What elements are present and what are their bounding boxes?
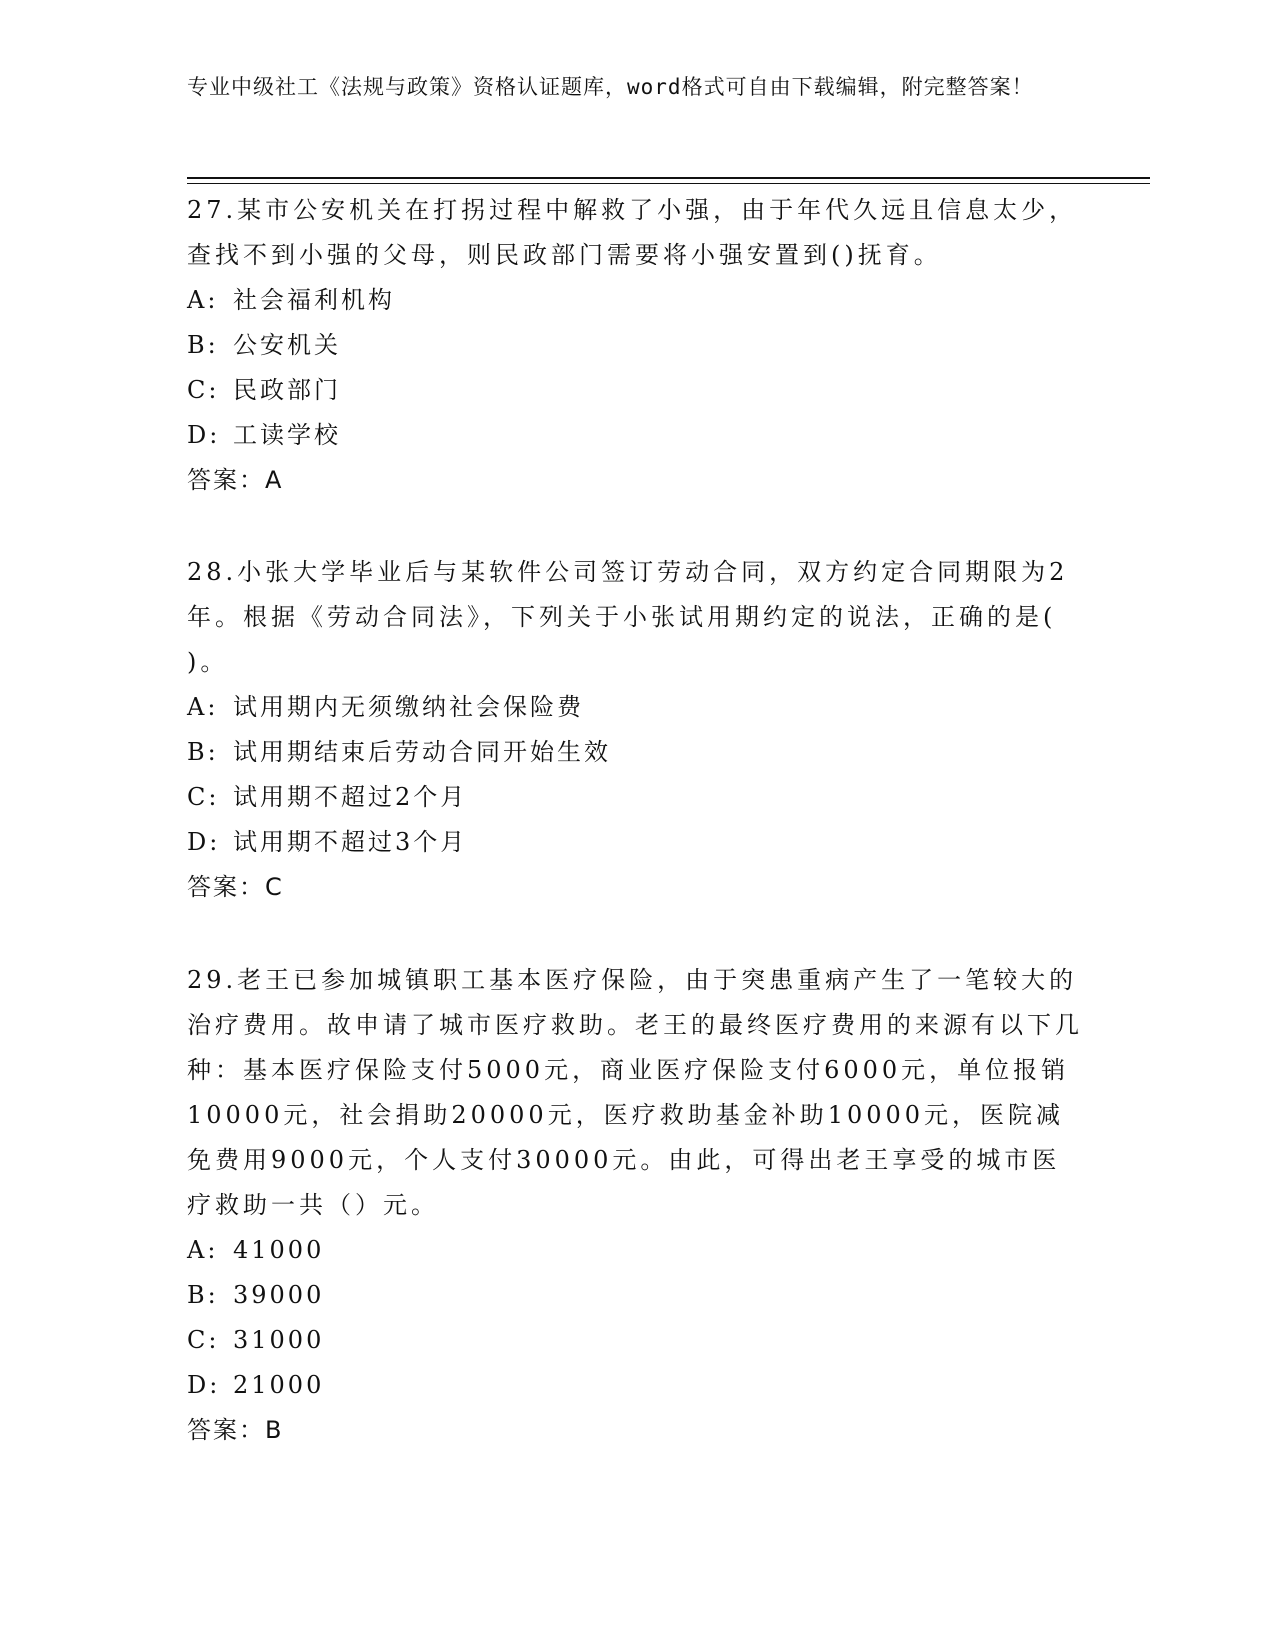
answer-line: 答案：B [187, 1416, 284, 1444]
option-text: 31000 [233, 1326, 325, 1354]
option-letter: A: [187, 693, 219, 721]
option-text: 工读学校 [233, 421, 341, 449]
question-28 [187, 550, 1087, 910]
option-d [187, 413, 1087, 458]
question-stem: 29.老王已参加城镇职工基本医疗保险，由于突患重病产生了一笔较大的治疗费用。故申请了城市医疗救助。老王的最终医疗费用的来源有以下几种：基本医疗保险支付5000元，商业医疗保险支付6000元，单位报销10000元，社会捐助20000元，医疗救助基金补助10000元，医院减免费用9000元，个人支付30000元。由此，可得出老王享受的城市医疗救助一共（）元。 [187, 966, 1083, 1219]
option-letter: A: [187, 286, 219, 314]
option-c [187, 775, 1087, 820]
option-text: 试用期内无须缴纳社会保险费 [233, 693, 584, 721]
option-letter: B: [187, 738, 219, 766]
option-text: 21000 [233, 1371, 325, 1399]
answer-line: 答案：A [187, 466, 284, 494]
option-b [187, 730, 1087, 775]
option-letter: B: [187, 331, 219, 359]
option-c [187, 368, 1087, 413]
option-text: 社会福利机构 [233, 286, 395, 314]
document-header: 专业中级社工《法规与政策》资格认证题库，word格式可自由下载编辑，附完整答案！ [187, 75, 1034, 99]
option-d [187, 820, 1087, 865]
option-text: 39000 [233, 1281, 325, 1309]
option-a [187, 685, 1087, 730]
option-letter: D: [187, 1371, 221, 1399]
question-29 [187, 958, 1087, 1453]
option-a [187, 1228, 1087, 1273]
header-divider-thin [187, 183, 1150, 184]
option-b [187, 323, 1087, 368]
option-text: 公安机关 [233, 331, 341, 359]
option-text: 41000 [233, 1236, 325, 1264]
option-d [187, 1363, 1087, 1408]
option-letter: B: [187, 1281, 219, 1309]
option-text: 试用期结束后劳动合同开始生效 [233, 738, 611, 766]
question-27 [187, 188, 1087, 503]
answer-line: 答案：C [187, 873, 284, 901]
option-letter: C: [187, 1326, 220, 1354]
option-text: 民政部门 [233, 376, 341, 404]
option-text: 试用期不超过3个月 [233, 828, 468, 856]
option-c [187, 1318, 1087, 1363]
header-divider-thick [187, 177, 1150, 179]
option-letter: C: [187, 376, 220, 404]
option-a [187, 278, 1087, 323]
option-text: 试用期不超过2个月 [233, 783, 468, 811]
option-letter: A: [187, 1236, 219, 1264]
option-letter: C: [187, 783, 220, 811]
option-letter: D: [187, 421, 221, 449]
question-stem: 28.小张大学毕业后与某软件公司签订劳动合同，双方约定合同期限为2年。根据《劳动合同法》，下列关于小张试用期约定的说法，正确的是( )。 [187, 558, 1069, 676]
option-b [187, 1273, 1087, 1318]
option-letter: D: [187, 828, 221, 856]
question-stem: 27.某市公安机关在打拐过程中解救了小强，由于年代久远且信息太少，查找不到小强的父母，则民政部门需要将小强安置到()抚育。 [187, 196, 1078, 269]
